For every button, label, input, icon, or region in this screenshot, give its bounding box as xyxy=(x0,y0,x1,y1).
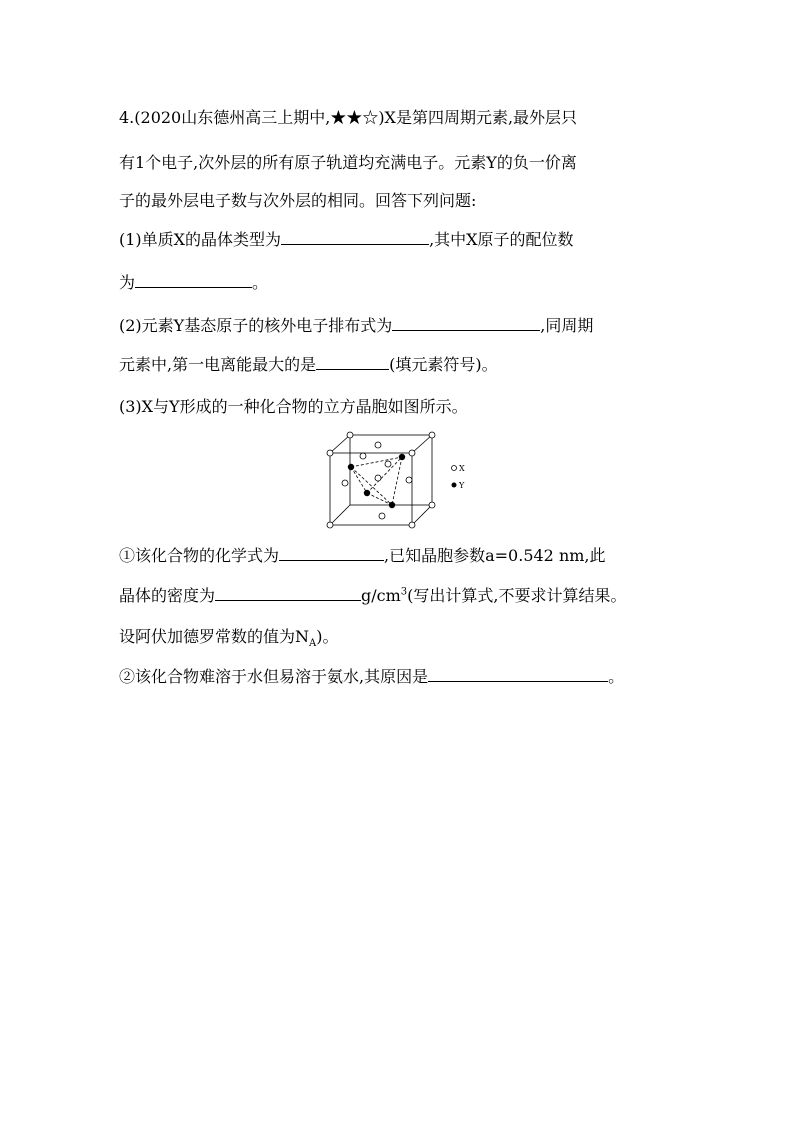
x-atom xyxy=(375,475,381,481)
sub-1-cont-2 xyxy=(119,627,339,650)
part-2-text-a: (2)元素Y基态原子的核外电子排布式为 xyxy=(119,316,393,335)
sub-1-text-g: )。 xyxy=(316,627,339,646)
answer-blank-reason[interactable] xyxy=(428,667,608,682)
answer-blank-element-symbol[interactable] xyxy=(316,355,389,370)
answer-blank-formula[interactable] xyxy=(279,546,384,561)
sub-1-text-e: (写出计算式,不要求计算结果。 xyxy=(407,586,627,605)
legend-x-label: X xyxy=(459,464,465,473)
sub-1 xyxy=(119,546,606,566)
x-atom xyxy=(385,461,391,467)
part-1-text-d: 。 xyxy=(252,273,269,292)
part-1 xyxy=(119,230,574,250)
answer-blank-electron-config[interactable] xyxy=(392,316,540,331)
part-2-text-d: (填元素符号)。 xyxy=(389,355,498,374)
part-3: (3)X与Y形成的一种化合物的立方晶胞如图所示。 xyxy=(119,397,468,416)
x-atom xyxy=(429,432,435,438)
x-atom xyxy=(327,450,333,456)
part-2-cont xyxy=(119,355,498,375)
part-2-text-c: 元素中,第一电离能最大的是 xyxy=(119,355,317,374)
part-1-cont xyxy=(119,273,268,293)
sub-1-unit-exponent: 3 xyxy=(400,586,408,598)
part-2 xyxy=(119,316,593,336)
x-atom xyxy=(379,513,385,519)
sub-1-cont xyxy=(119,586,627,606)
question-line-1: 4.(2020山东德州高三上期中,★★☆)X是第四周期元素,最外层只 xyxy=(119,108,578,127)
cube-edge xyxy=(330,505,350,525)
sub-1-unit: g/cm xyxy=(361,586,401,605)
x-atom xyxy=(360,453,366,459)
cube-back-face xyxy=(350,435,432,505)
x-atom xyxy=(406,477,412,483)
x-atom xyxy=(409,450,415,456)
sub-1-text-f: 设阿伏加德罗常数的值为N xyxy=(119,627,310,646)
part-2-text-b: ,同周期 xyxy=(540,316,594,335)
question-line-3: 子的最外层电子数与次外层的相同。回答下列问题: xyxy=(119,191,477,210)
y-atom xyxy=(348,464,354,470)
cube-edge xyxy=(412,505,432,525)
bond-line xyxy=(351,467,392,505)
answer-blank-density[interactable] xyxy=(215,586,361,601)
sub-1-text-a: ①该化合物的化学式为 xyxy=(119,546,280,565)
x-atom xyxy=(429,502,435,508)
part-1-text-a: (1)单质X的晶体类型为 xyxy=(119,230,282,249)
question-line-2: 有1个电子,次外层的所有原子轨道均充满电子。元素Y的负一价离 xyxy=(119,153,577,172)
x-atom xyxy=(347,432,353,438)
answer-blank-coordination-number[interactable] xyxy=(135,273,252,288)
sub-1-text-c: 晶体的密度为 xyxy=(119,586,216,605)
bond-line xyxy=(367,493,392,505)
bond-line xyxy=(351,467,367,493)
bond-line xyxy=(392,457,402,505)
bond-line xyxy=(367,457,402,493)
y-atom xyxy=(364,490,370,496)
legend-y-marker xyxy=(452,483,457,488)
crystal-cell-figure xyxy=(318,428,478,530)
answer-blank-crystal-type[interactable] xyxy=(281,230,429,245)
sub-1-text-b: ,已知晶胞参数a=0.542 nm,此 xyxy=(384,546,606,565)
bond-line xyxy=(351,457,402,467)
part-1-text-c: 为 xyxy=(119,273,136,292)
legend-x-marker xyxy=(452,466,457,471)
y-atom xyxy=(399,454,405,460)
cube-edge xyxy=(330,435,350,453)
x-atom xyxy=(409,522,415,528)
legend-y-label: Y xyxy=(459,481,465,490)
sub-2-text-b: 。 xyxy=(608,667,625,686)
x-atom xyxy=(342,480,348,486)
cube-edge xyxy=(412,435,432,453)
sub-2 xyxy=(119,667,624,687)
sub-2-text-a: ②该化合物难溶于水但易溶于氨水,其原因是 xyxy=(119,667,429,686)
part-1-text-b: ,其中X原子的配位数 xyxy=(429,230,574,249)
y-atom xyxy=(389,502,395,508)
x-atom xyxy=(327,522,333,528)
avogadro-subscript: A xyxy=(309,638,317,650)
x-atom xyxy=(375,442,381,448)
